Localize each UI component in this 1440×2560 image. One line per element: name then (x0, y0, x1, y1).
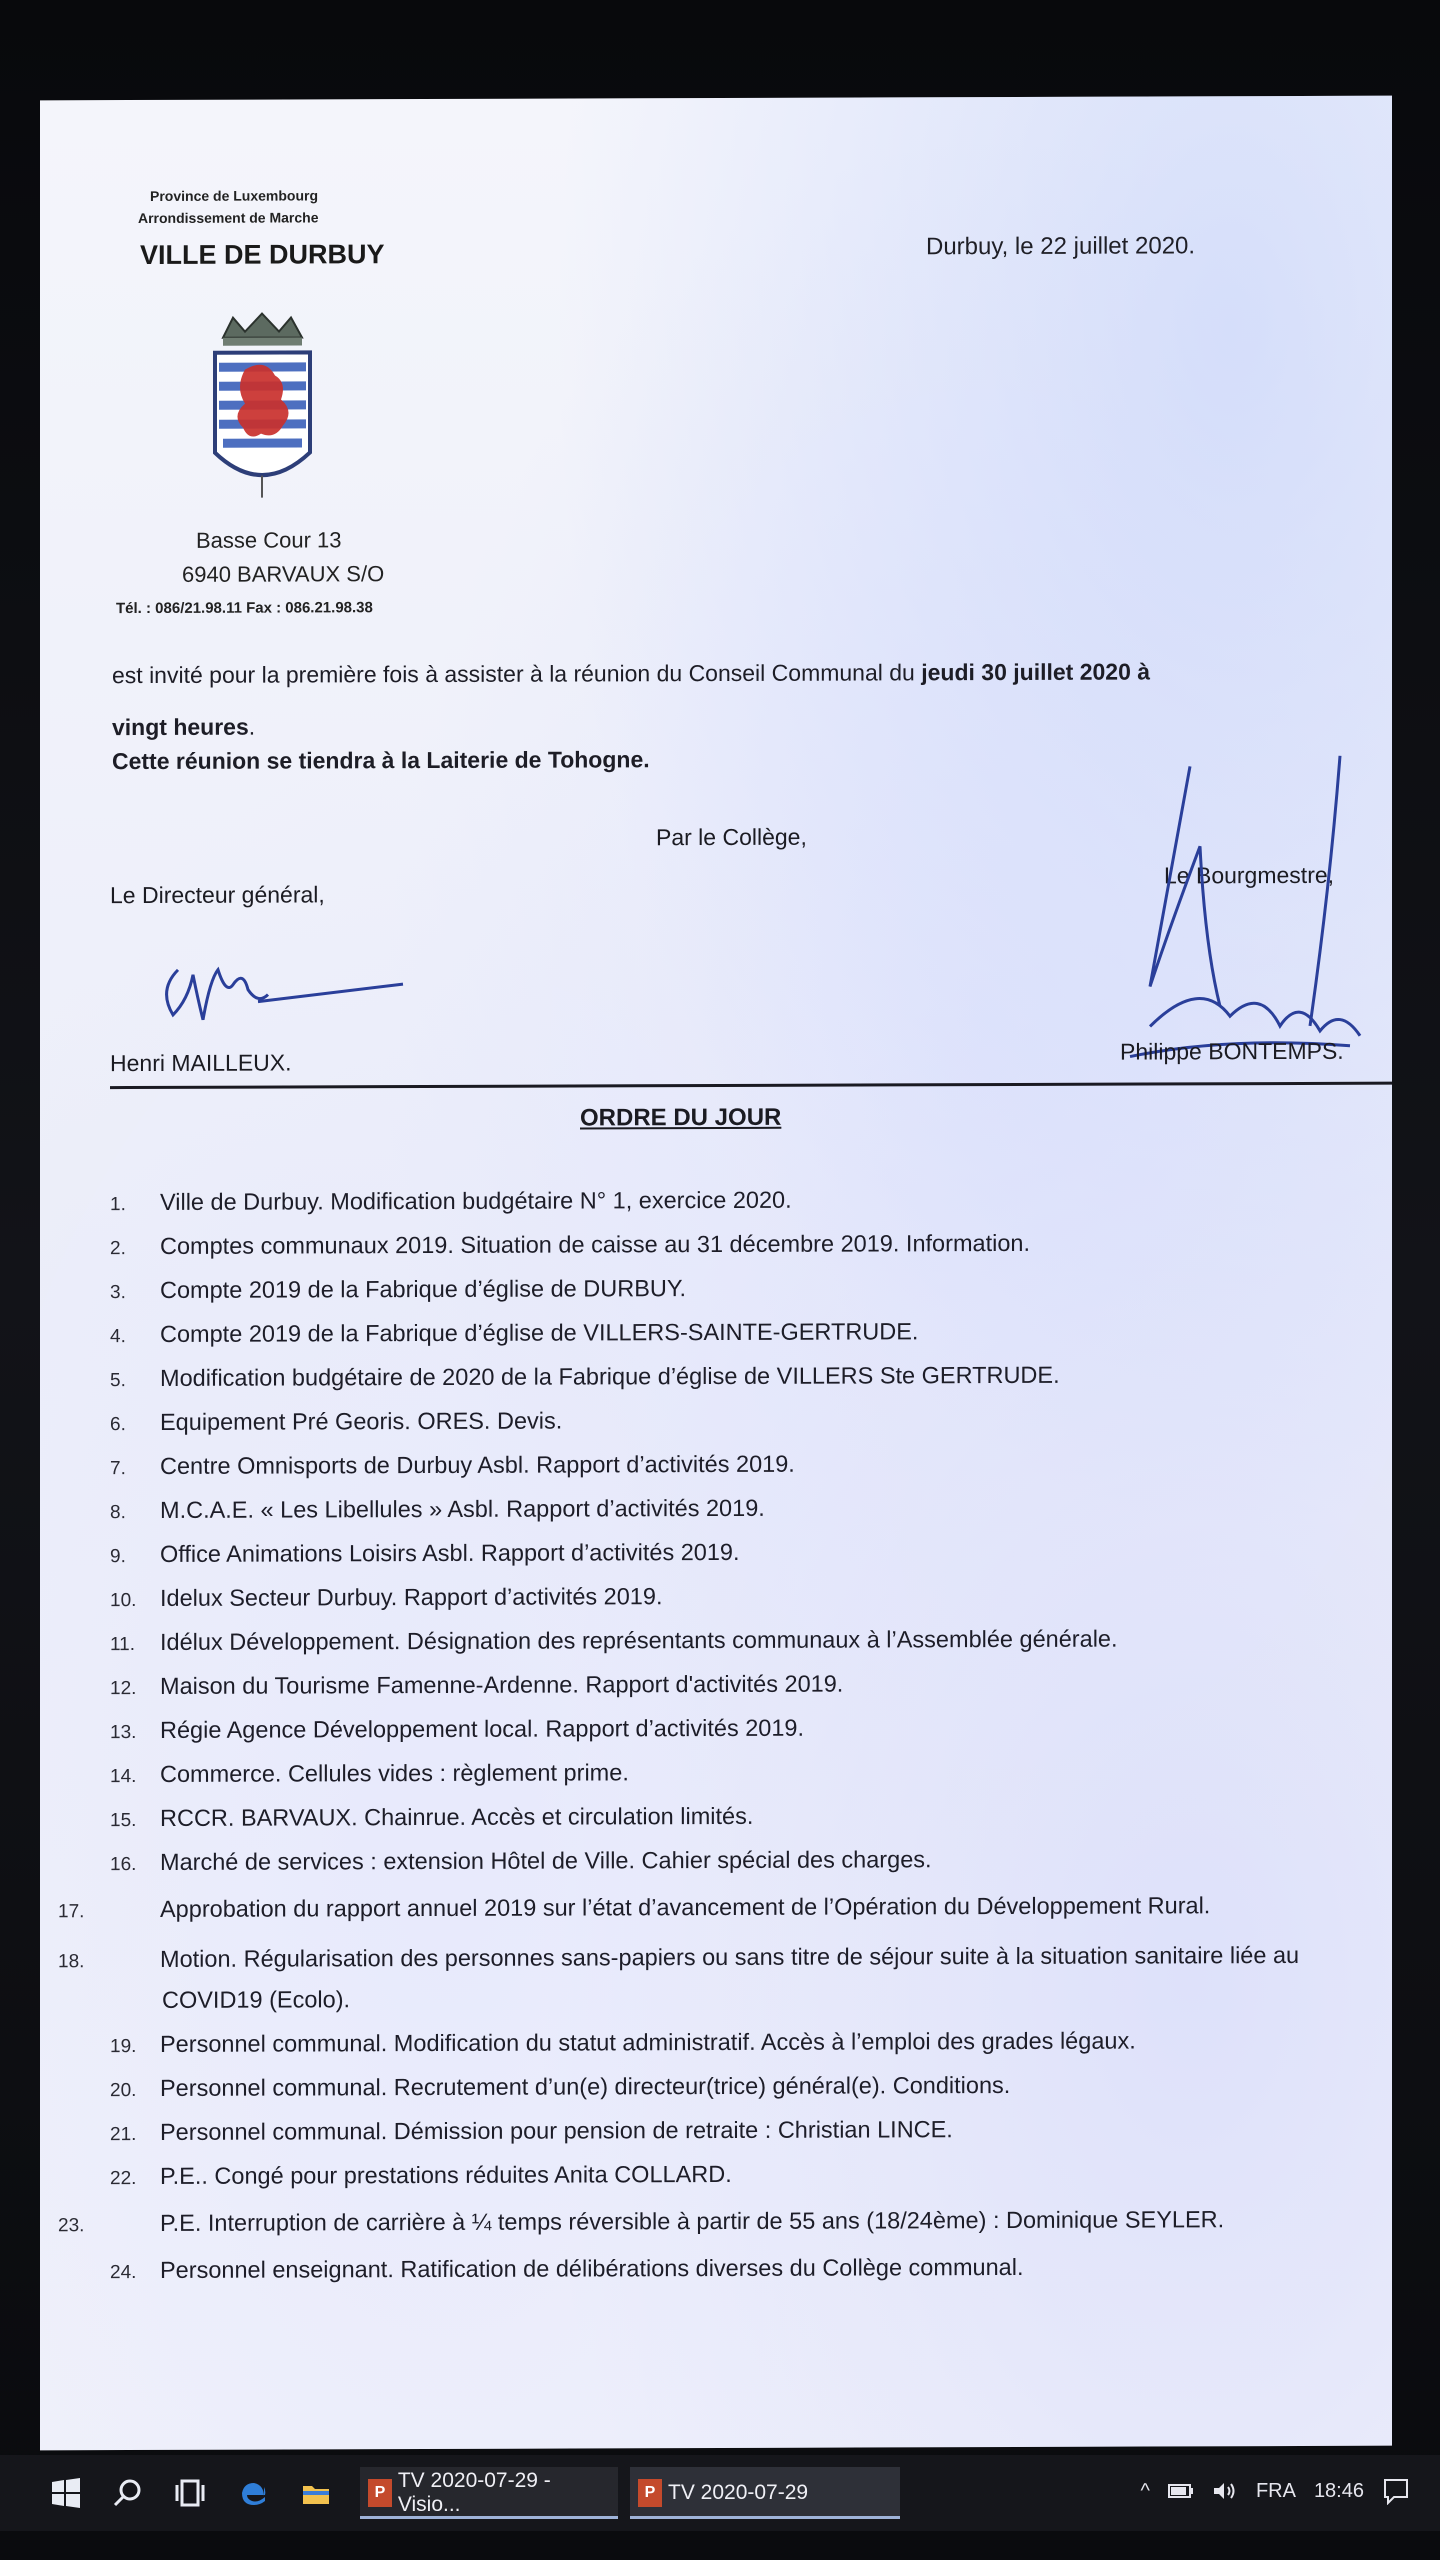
agenda-item (110, 1622, 1400, 1662)
agenda-item (58, 1886, 1402, 1932)
agenda-item-text: Personnel communal. Modification du statut administratif. Accès à l’emploi des grades légaux. (160, 2027, 1136, 2057)
agenda-item-text: Comptes communaux 2019. Situation de caisse au 31 décembre 2019. Information. (160, 1229, 1031, 1259)
battery-icon[interactable] (1168, 2483, 1194, 2499)
address-street: Basse Cour 13 (196, 527, 342, 553)
system-tray (1141, 2477, 1410, 2505)
bourgmestre-title: Le Bourgmestre, (1164, 861, 1335, 889)
agenda-item-text: Régie Agence Développement local. Rapport d’activités 2019. (160, 1714, 805, 1743)
agenda-item-number: 13. (110, 1722, 137, 1744)
invitation-line (112, 658, 1150, 689)
agenda-item-text: Equipement Pré Georis. ORES. Devis. (160, 1407, 563, 1435)
agenda-item-text: Modification budgétaire de 2020 de la Fabrique d’église de VILLERS Ste GERTRUDE. (160, 1361, 1060, 1391)
agenda-item-number: 14. (110, 1766, 137, 1788)
agenda-item-text: Commerce. Cellules vides : règlement prime. (160, 1759, 629, 1787)
volume-icon[interactable] (1212, 2481, 1238, 2501)
agenda-item-text: Approbation du rapport annuel 2019 sur l’état d’avancement de l’Opération du Développement Rural. (160, 1892, 1211, 1922)
invitation-time-line (112, 714, 255, 741)
agenda-item-number: 18. (58, 1951, 85, 1973)
date-line: Durbuy, le 22 juillet 2020. (926, 232, 1196, 261)
bourgmestre-signature (1110, 726, 1410, 1087)
address-tel-fax: Tél. : 086/21.98.11 Fax : 086.21.98.38 (116, 599, 373, 618)
agenda-item-text: Maison du Tourisme Famenne-Ardenne. Rapport d'activités 2019. (160, 1670, 844, 1699)
agenda-item-number: 24. (110, 2262, 137, 2284)
agenda-item (110, 1182, 1400, 1222)
arrondissement-label: Arrondissement de Marche (138, 209, 319, 227)
directeur-title: Le Directeur général, (110, 881, 325, 909)
agenda-item-text: Compte 2019 de la Fabrique d’église de VILLERS-SAINTE-GERTRUDE. (160, 1318, 919, 1347)
agenda-item (110, 1314, 1400, 1354)
agenda-item (110, 1798, 1400, 1838)
agenda-item (110, 2112, 1400, 2152)
agenda-item-text: Ville de Durbuy. Modification budgétaire N° 1, exercice 2020. (160, 1186, 792, 1215)
agenda-item-text: Centre Omnisports de Durbuy Asbl. Rapport d’activités 2019. (160, 1450, 795, 1479)
agenda-item-number: 7. (110, 1458, 126, 1480)
file-explorer-icon[interactable] (300, 2477, 332, 2509)
invitation-period: . (248, 713, 256, 740)
agenda-item-number: 22. (110, 2168, 137, 2190)
agenda-item (58, 2200, 1402, 2246)
agenda-item (110, 1578, 1400, 1618)
agenda-title: ORDRE DU JOUR (580, 1103, 782, 1132)
agenda-item (110, 1534, 1400, 1574)
agenda-item-text: Personnel enseignant. Ratification de délibérations diverses du Collège communal. (160, 2253, 1024, 2283)
agenda-item-text: Office Animations Loisirs Asbl. Rapport d’activités 2019. (160, 1538, 740, 1567)
agenda-item (110, 1446, 1400, 1486)
task-view-icon[interactable] (174, 2477, 206, 2509)
taskbar-app-label: TV 2020-07-29 (668, 2481, 809, 2504)
agenda-item-text: Personnel communal. Recrutement d’un(e) directeur(trice) général(e). Conditions. (160, 2071, 1011, 2101)
agenda-item-number: 3. (110, 1282, 126, 1304)
windows-start-icon[interactable] (50, 2477, 82, 2509)
taskbar-app-tv[interactable] (630, 2467, 900, 2519)
agenda-item (110, 2024, 1400, 2064)
meeting-location: Cette réunion se tiendra à la Laiterie de Tohogne. (112, 746, 650, 775)
agenda-item-number: 2. (110, 1238, 126, 1260)
agenda-item (110, 1358, 1400, 1398)
directeur-name: Henri MAILLEUX. (110, 1049, 292, 1077)
agenda-item-number: 4. (110, 1326, 126, 1348)
agenda-item (110, 1710, 1400, 1750)
agenda-item (58, 1936, 1402, 2020)
agenda-item-number: 17. (58, 1901, 85, 1923)
agenda-item-number: 12. (110, 1678, 137, 1700)
agenda-item-number: 6. (110, 1414, 126, 1436)
edge-icon[interactable] (238, 2477, 270, 2509)
agenda-item-number: 10. (110, 1590, 137, 1612)
powerpoint-icon: P (638, 2479, 662, 2507)
language-indicator[interactable]: FRA (1255, 2479, 1296, 2502)
bourgmestre-name: Philippe BONTEMPS. (1120, 1037, 1344, 1065)
active-indicator (630, 2516, 900, 2519)
agenda-item-number: 15. (110, 1810, 137, 1832)
taskbar (0, 2455, 1440, 2531)
agenda-item-text: P.E.. Congé pour prestations réduites Anita COLLARD. (160, 2160, 732, 2189)
invitation-date: jeudi 30 juillet 2020 à (921, 658, 1151, 686)
coat-of-arms-icon (205, 307, 320, 507)
active-indicator (360, 2516, 618, 2519)
agenda-item-number: 16. (110, 1854, 137, 1876)
search-icon[interactable] (112, 2477, 144, 2509)
notification-icon[interactable] (1382, 2477, 1410, 2505)
agenda-item-text: P.E. Interruption de carrière à ¼ temps réversible à partir de 55 ans (18/24ème) : Dominique SEYLER. (160, 2206, 1225, 2236)
agenda-item-number: 5. (110, 1370, 126, 1392)
address-city: 6940 BARVAUX S/O (182, 561, 385, 587)
agenda-item-text: M.C.A.E. « Les Libellules » Asbl. Rapport d’activités 2019. (160, 1494, 765, 1523)
directeur-signature (148, 939, 418, 1040)
agenda-item (110, 2156, 1400, 2196)
agenda-item (110, 1754, 1400, 1794)
agenda-item-number: 20. (110, 2080, 137, 2102)
agenda-item-text: RCCR. BARVAUX. Chainrue. Accès et circulation limités. (160, 1802, 754, 1831)
agenda-item-text: Personnel communal. Démission pour pension de retraite : Christian LINCE. (160, 2116, 953, 2145)
agenda-item (110, 2068, 1400, 2108)
agenda-item-number: 8. (110, 1502, 126, 1524)
taskbar-app-label: TV 2020-07-29 - Visio... (397, 2469, 551, 2516)
province-label: Province de Luxembourg (150, 187, 319, 204)
powerpoint-icon: P (368, 2479, 392, 2507)
agenda-item (110, 2250, 1400, 2290)
agenda-item-text: Idélux Développement. Désignation des représentants communaux à l’Assemblée générale. (160, 1625, 1118, 1655)
agenda-item-number: 19. (110, 2036, 137, 2058)
ville-title: VILLE DE DURBUY (140, 239, 385, 271)
agenda-list (58, 1182, 1400, 2299)
agenda-item-number: 21. (110, 2124, 137, 2146)
agenda-item (110, 1402, 1400, 1442)
chevron-up-icon[interactable]: ^ (1140, 2479, 1150, 2502)
agenda-item-text: Compte 2019 de la Fabrique d’église de DURBUY. (160, 1275, 687, 1303)
invitation-text: est invité pour la première fois à assister à la réunion du Conseil Communal du (112, 659, 922, 689)
invitation-time: vingt heures (112, 713, 249, 741)
agenda-item-text: Marché de services : extension Hôtel de Ville. Cahier spécial des charges. (160, 1846, 932, 1875)
agenda-item-number: 1. (110, 1194, 126, 1216)
clock[interactable]: 18:46 (1313, 2479, 1364, 2502)
agenda-item (110, 1490, 1400, 1530)
agenda-item (110, 1226, 1400, 1266)
college-label: Par le Collège, (656, 823, 807, 851)
agenda-item (110, 1666, 1400, 1706)
agenda-item-text: Idelux Secteur Durbuy. Rapport d’activités 2019. (160, 1583, 663, 1611)
agenda-item-number: 23. (58, 2215, 85, 2237)
agenda-item (110, 1842, 1400, 1882)
taskbar-app-visio[interactable] (360, 2467, 618, 2519)
document-page (40, 96, 1392, 2451)
agenda-item-number: 11. (110, 1634, 136, 1656)
agenda-item-number: 9. (110, 1546, 126, 1568)
agenda-item-text: Motion. Régularisation des personnes sans-papiers ou sans titre de séjour suite à la situation sanitaire liée au COVID19 (Ecolo). (160, 1941, 1300, 2013)
agenda-item (110, 1270, 1400, 1310)
